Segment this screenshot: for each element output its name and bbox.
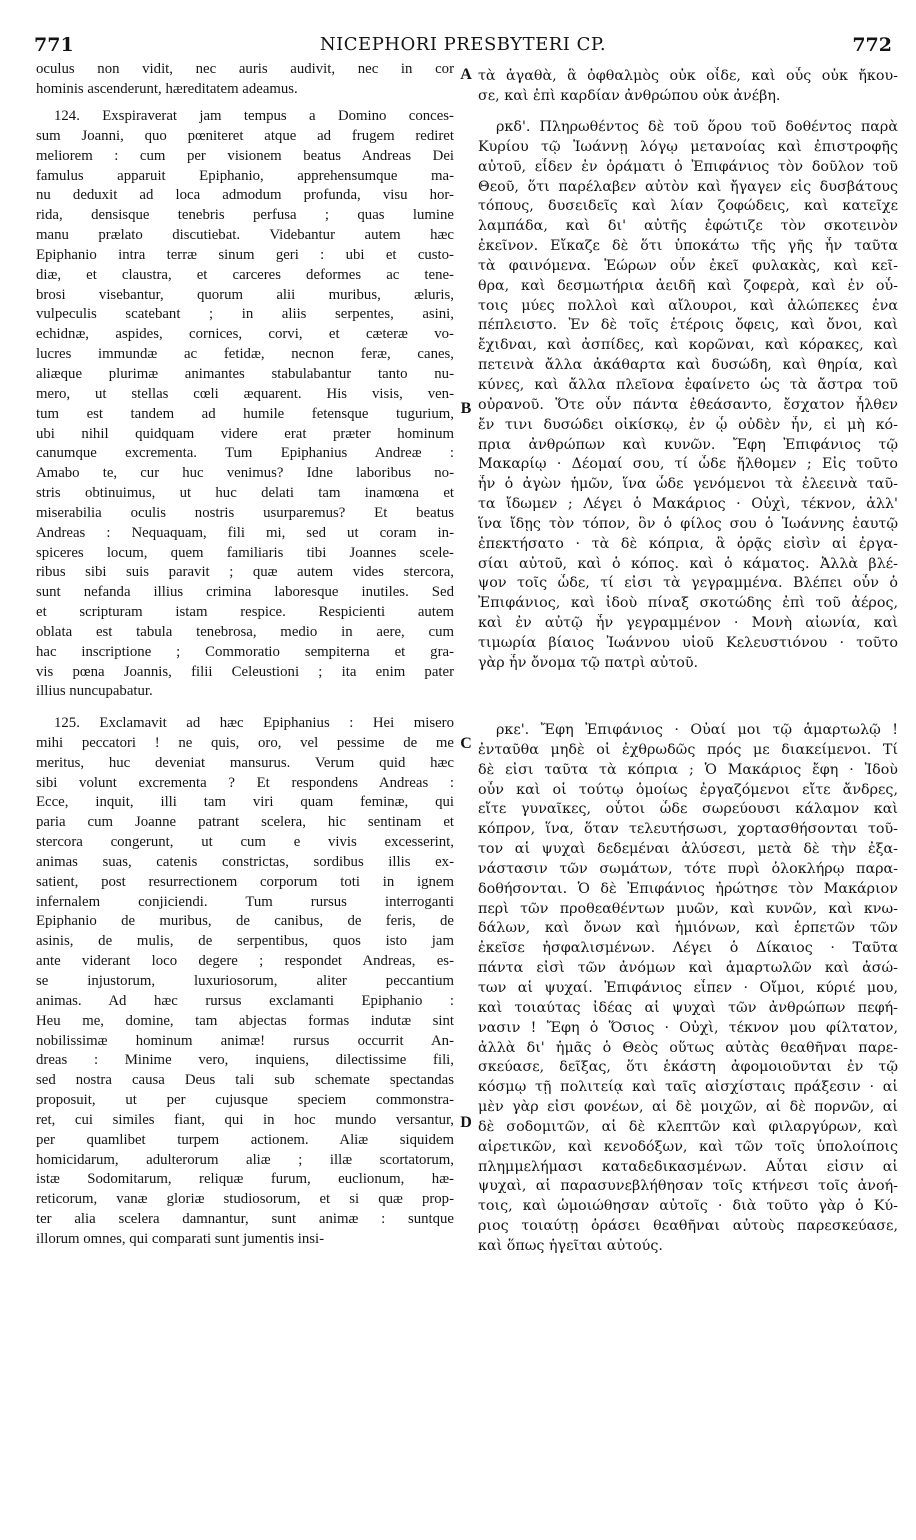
- text-line: illius nuncupabatur.: [36, 683, 153, 700]
- text-line: ἔχιδναι, καὶ ἀσπίδες, καὶ κορῶναι, καὶ κόρακες, καὶ: [478, 337, 898, 354]
- running-title: NICEPHORI PRESBYTERI CP.: [319, 34, 607, 55]
- text-line: ρκε'. Ἔφη Ἐπιφάνιος · Οὐαί μοι τῷ ἁμαρτωλῷ !: [496, 722, 898, 738]
- page-number-left: 771: [34, 34, 74, 56]
- latin-block-1: [36, 60, 454, 100]
- text-line: per quamlibet turpem actionem. Aliæ siquidem: [36, 1131, 454, 1148]
- text-line: δὲ εἰσι ταῦτα τὰ κόπρια ; Ὁ Μακάριος ἔφη · Ἰδοὺ: [478, 761, 898, 778]
- text-line: ribus sibi suis paravit ; quæ autem vides stercora,: [36, 564, 454, 581]
- text-line: πρια ἀνθρώπων καὶ κυνῶν. Ἔφη Ἐπιφάνιος τῷ: [478, 436, 898, 453]
- text-line: homicidarum, adulterorum aliæ ; illæ scortatorum,: [36, 1151, 454, 1168]
- text-line: istæ Sodomitarum, reliquæ furum, euclionum, hæ-: [36, 1171, 454, 1188]
- text-line: καὶ ἐν αὐτῷ ἦν γεγραμμένον · Μονὴ αἰωνία, καὶ: [478, 615, 898, 632]
- text-line: proposuit, ut per cujusque speciem commonstra-: [36, 1092, 454, 1109]
- text-line: illorum omnes, qui comparati sunt jumentis insi-: [36, 1230, 325, 1247]
- margin-letter-c: C: [460, 735, 472, 752]
- text-line: stercora congerunt, ut cum e vivis excesserint,: [36, 834, 454, 851]
- text-line: δάλων, καὶ ὄνων καὶ ἡμιόνων, καὶ ἑρπετῶν τῶν: [478, 920, 898, 937]
- text-line: ἀλλὰ δι' ἡμᾶς ὁ Θεὸς οὕτως αὐτὰς θεαθῆναι παρε-: [478, 1039, 898, 1056]
- text-line: ter alia scelera damnantur, sunt animæ : suntque: [36, 1211, 454, 1228]
- text-line: ubi nihil quidquam videre erat præter hominum: [36, 425, 454, 442]
- text-line: πλημμελήμασι καταδεδικασμένων. Αὗται εἰσιν αἱ: [478, 1158, 898, 1175]
- text-line: γὰρ ἦν ὄνομα τῷ πατρὶ αὐτοῦ.: [478, 654, 699, 671]
- text-line: τὰ φαινόμενα. Ἑώρων οὖν ἐκεῖ φυλακὰς, καὶ κεῖ-: [478, 257, 898, 274]
- text-line: ἐνταῦθα μηδὲ οἱ ἐχθρωδῶς πρός με διακείμενοι. Τί: [478, 741, 898, 758]
- text-line: ψυχαὶ, αἱ παρασυνεβλήθησαν τοῖς κτήνεσι τοῖς ἀνοή-: [478, 1178, 898, 1195]
- text-line: λαμπάδα, καὶ δι' αὐτῆς ἐφώτιζε τὸν σκοτεινὸν: [478, 218, 898, 235]
- latin-block-2: [36, 107, 454, 702]
- text-line: δὲ σοδομιτῶν, αἱ δὲ κλεπτῶν καὶ φιλαργύρων, καὶ: [478, 1118, 898, 1135]
- text-line: τιμωρία βίαιος Ἰωάννου υἱοῦ Κελευστιόνου · τοῦτο: [478, 634, 898, 651]
- text-line: εἴτε γυναῖκες, οὗτοι ὧδε σωρεύουσι κάλαμον καὶ: [478, 801, 898, 818]
- text-line: Κυρίου τῷ Ἰωάννῃ λόγῳ μετανοίας καὶ ἐπιστροφῆς: [478, 138, 898, 155]
- text-line: miserabilia oculis nostris usurparemus? Et beatus: [36, 504, 454, 521]
- text-line: manu prælato discutiebat. Videbantur autem hæc: [36, 227, 454, 244]
- text-line: animas. Ad hæc rursus exclamanti Epiphanio :: [36, 992, 454, 1009]
- text-line: των αἱ ψυχαί. Ἐπιφάνιος εἶπεν · Οἴμοι, κύριέ μου,: [478, 979, 898, 996]
- text-line: aliæque plurimæ animantes stabulabantur tanto nu-: [36, 365, 454, 382]
- text-line: meritus, huc deveniat mansurus. Verum quid hæc: [36, 754, 454, 771]
- text-line: κόπρον, ἵνα, ὅταν τελευτήσωσι, χορτασθήσονται τοῦ-: [478, 821, 898, 838]
- greek-column: [478, 60, 898, 1500]
- text-line: canumque excrementa. Tum Epiphanius Andreæ :: [36, 445, 454, 462]
- margin-letter-d: D: [460, 1114, 472, 1131]
- text-line: ἐκεῖσε ἠσφαλισμένων. Λέγει ὁ Δίκαιος · Ταῦτα: [478, 940, 898, 957]
- text-line: tum est tandem ad humile fetensque tugurium,: [36, 405, 454, 422]
- text-line: σκεύασε, δεῖξας, ὅτι ἑκάστη ἀφομοιοῦνται ἐν τῷ: [478, 1059, 898, 1076]
- text-line: vulpeculis scatebant ; in aliis serpentes, asini,: [36, 306, 454, 323]
- text-line: τοις μύες πολλοὶ καὶ αἴλουροι, καὶ ἀλώπεκες ἐνα: [478, 297, 898, 314]
- text-line: dreas : Minime vero, inquiens, dilectissime fili,: [36, 1052, 454, 1069]
- text-line: Θεοῦ, ὅτι παρέλαβεν αὐτὸν καὶ ἤγαγεν εἰς δυσβάτους: [478, 178, 898, 195]
- text-line: se injustorum, luxuriosorum, aliter peccantium: [36, 972, 454, 989]
- latin-column: [36, 60, 454, 1500]
- greek-block-2: [478, 118, 898, 674]
- text-line: 124. Exspiraverat jam tempus a Domino conces-: [54, 108, 454, 124]
- text-line: τα ἴδωμεν ; Λέγει ὁ Μακάριος · Οὐχὶ, τέκνον, ἀλλ': [478, 496, 898, 513]
- text-line: μὲν γὰρ εἰσι φονέων, αἱ δὲ μοιχῶν, αἱ δὲ πορνῶν, αἱ: [478, 1099, 898, 1116]
- text-line: νάστασιν τῶν σωμάτων, τότε πυρὶ ὁλοκλήρῳ παρα-: [478, 860, 898, 877]
- text-line: famulus apparuit Epiphanio, apprehensumque ma-: [36, 167, 454, 184]
- text-line: πετεινὰ ἄλλα ἀκάθαρτα καὶ δυσώδη, καὶ θηρία, καὶ: [478, 357, 898, 374]
- text-line: Epiphanio de muribus, de canibus, de feris, de: [36, 913, 454, 930]
- text-line: mero, ut stellas cœli æquarent. His visis, ven-: [36, 385, 454, 402]
- text-line: rida, densisque tenebris perfusa ; quas lumine: [36, 207, 454, 224]
- text-line: sum Joanni, quo pœniteret atque ad frugem rediret: [36, 127, 454, 144]
- text-line: nu deduxit ad loca admodum profunda, visu hor-: [36, 187, 454, 204]
- text-line: καὶ ὅπως ἡγεῖται αὐτούς.: [478, 1237, 663, 1254]
- text-line: et scripturam istam respice. Respicienti autem: [36, 604, 454, 621]
- text-line: satient, post resurrectionem corporum toti in ignem: [36, 873, 454, 890]
- text-line: animas suas, catenis constrictas, sordibus illis ex-: [36, 853, 454, 870]
- text-line: καὶ τοιαύτας ἰδέας αἱ ψυχαὶ τῶν ἀνθρώπων πεφή-: [478, 999, 898, 1016]
- text-line: 125. Exclamavit ad hæc Epiphanius : Hei misero: [54, 715, 454, 731]
- text-line: mihi peccatori ! ne quis, oro, vel pessime de me: [36, 734, 454, 751]
- text-line: lucres immundæ ac fetidæ, necnon feræ, canes,: [36, 346, 454, 363]
- text-line: hac inscriptione ; Commoratio sempiterna et gra-: [36, 643, 454, 660]
- latin-block-3: [36, 714, 454, 1250]
- text-line: Amabo te, cur huc venimus? Idne laboribus no-: [36, 465, 454, 482]
- text-line: ante viderant loco degere ; respondet Andreas, es-: [36, 953, 454, 970]
- text-line: τὰ ἀγαθὰ, ἃ ὀφθαλμὸς οὐκ οἶδε, καὶ οὖς οὐκ ἤκου-: [478, 68, 898, 84]
- text-line: ἔν τινι δυσώδει οἰκίσκῳ, ἐν ᾧ οὐδὲν ἦν, εἰ μὴ κό-: [478, 416, 898, 433]
- text-line: oculus non vidit, nec auris audivit, nec in cor: [36, 61, 454, 77]
- text-line: brosi visebantur, quorum alii muribus, æluris,: [36, 286, 454, 303]
- text-line: οὖν καὶ οἱ τούτῳ ὁμοίως ἐργαζόμενοι εἴτε ἄνδρες,: [478, 781, 898, 798]
- text-line: nobilissimæ hominum animæ! rursus occurrit An-: [36, 1032, 454, 1049]
- text-line: vis pœna Joannis, filii Celeustioni ; ita enim pater: [36, 663, 454, 680]
- text-line: asinis, de mulis, de serpentibus, quos isto jam: [36, 933, 454, 950]
- text-line: reticorum, vanæ gloriæ studiosorum, et si quæ prop-: [36, 1191, 454, 1208]
- text-line: ἦν ὁ ἀγὼν ἡμῶν, ἵνα ὧδε γενόμενοι τὰ ἐλεεινὰ ταῦ-: [478, 476, 898, 493]
- text-line: πέπλειστο. Ἐν δὲ τοῖς ἑτέροις ὄφεις, καὶ ὄνοι, καὶ: [478, 317, 898, 334]
- text-line: οὐρανοῦ. Ὅτε οὖν πάντα ἐθεάσαντο, ἔσχατον ἦλθεν: [478, 396, 898, 413]
- text-line: sunt nefanda illius crimina laboresque inutiles. Sed: [36, 584, 454, 601]
- text-line: ἵνα ἴδῃς τὸν τόπον, ὃν ὁ φίλος σου ὁ Ἰωάννης ἑαυτῷ: [478, 515, 898, 532]
- text-line: meliorem : cum per visionem beatus Andreas Dei: [36, 147, 454, 164]
- text-line: ret, cui similes fiant, qui in hoc mundo versantur,: [36, 1111, 454, 1128]
- greek-block-3: [478, 721, 898, 1257]
- text-line: echidnæ, aspides, cornices, corvi, et cæteræ vo-: [36, 326, 454, 343]
- text-line: ἐκεῖνον. Εἴκαζε δὲ ὅτι ὑποκάτω τῆς γῆς ἦν ταῦτα: [478, 238, 898, 255]
- text-line: τόπους, δυσειδεῖς καὶ λίαν ζοφώδεις, καὶ κατεῖχε: [478, 198, 898, 215]
- running-header: [30, 34, 896, 58]
- text-line: ρκδ'. Πληρωθέντος δὲ τοῦ ὅρου τοῦ δοθέντος παρὰ: [496, 119, 898, 135]
- text-line: περὶ τῶν προθεαθέντων μυῶν, καὶ κυνῶν, καὶ κνω-: [478, 900, 898, 917]
- text-line: oblata est tabula tenebrosa, medio in aere, cum: [36, 623, 454, 640]
- text-line: αἱρετικῶν, καὶ κενοδόξων, καὶ τῶν τοῖς ὑπολοίποις: [478, 1138, 898, 1155]
- text-line: Heu me, domine, tam abjectas formas indutæ sint: [36, 1012, 454, 1029]
- text-line: diæ, et claustra, et carceres deformes ac tene-: [36, 266, 454, 283]
- text-line: spiceres locum, quem familiaris tibi Joannes scele-: [36, 544, 454, 561]
- text-line: αὐτοῦ, εἶδεν ἐν ὁράματι ὁ Ἐπιφάνιος τὸν δοῦλον τοῦ: [478, 158, 898, 175]
- text-line: Ecce, inquit, illi tam viri quam feminæ, qui: [36, 794, 454, 811]
- text-line: νασιν ! Ἔφη ὁ Ὅσιος · Οὐχὶ, τέκνον μου φίλτατον,: [478, 1019, 898, 1036]
- text-line: δοθήσονται. Ὁ δὲ Ἐπιφάνιος ἠρώτησε τὸν Μακάριον: [478, 880, 898, 897]
- text-line: τοις, καὶ ὡμοιώθησαν αὐτοῖς · διὰ τοῦτο γὰρ ὁ Κύ-: [478, 1198, 898, 1215]
- text-line: ριος τοιαύτῃ ὁράσει θεαθῆναι αὐτοὺς παρεσκεύασε,: [478, 1218, 898, 1235]
- text-line: stris obtinuimus, ut huc delati tam inamœna et: [36, 485, 454, 502]
- text-line: πάντα εἰσὶ τῶν ἀνόμων καὶ ἁμαρτωλῶν καὶ ἀσώ-: [478, 960, 898, 977]
- text-line: Andreas : Nequaquam, fili mi, sed ut coram in-: [36, 524, 454, 541]
- text-line: τον αἱ ψυχαὶ δεδεμέναι ἁλύσεσι, μετὰ δὲ τὴν ἐξα-: [478, 841, 898, 858]
- text-line: θρα, καὶ δεσμωτήρια ἀειδῆ καὶ ζοφερὰ, καὶ ἐν οὖ-: [478, 277, 898, 294]
- text-line: Μακαρίῳ · Δέομαί σου, τί ὧδε ἤλθομεν ; Εἰς τοῦτο: [478, 456, 898, 473]
- text-line: infernalem conjiciendi. Tum rursus interroganti: [36, 893, 454, 910]
- text-line: paria cum Joanne patrant scelera, hic sentinam et: [36, 814, 454, 831]
- text-line: Epiphanio intra terræ sinum geri : ubi et custo-: [36, 246, 454, 263]
- greek-block-1: [478, 67, 898, 107]
- text-line: κύνες, καὶ ἄλλα πλεῖονα ἐφαίνετο ὡς τὰ ἄστρα τοῦ: [478, 376, 898, 393]
- text-line: hominis ascenderunt, hæreditatem adeamus.: [36, 80, 298, 97]
- margin-letter-b: B: [460, 400, 472, 417]
- page-number-right: 772: [852, 34, 892, 56]
- text-line: Ἐπιφάνιος, καὶ ἰδοὺ πίναξ σκοτώδης ἐπὶ τοῦ ἀέρος,: [478, 595, 898, 612]
- margin-letter-a: A: [460, 66, 472, 83]
- text-line: sibi volunt excrementa ? Et respondens Andreas :: [36, 774, 454, 791]
- text-line: sed nostra causa Deus tali sub schemate spectandas: [36, 1072, 454, 1089]
- text-line: κόσμῳ τῇ πολιτείᾳ καὶ ταῖς αἰσχίσταις πράξεσιν · αἱ: [478, 1079, 898, 1096]
- text-line: σίαι αὐτοῦ, καὶ ὁ κόπος. καὶ ὁ κάματος. Ἀλλὰ βλέ-: [478, 555, 898, 572]
- text-line: ψον τοῖς ὧδε, τί εἰσι τὰ γεγραμμένα. Βλέπει οὖν ὁ: [478, 575, 898, 592]
- text-line: σε, καὶ ἐπὶ καρδίαν ἀνθρώπου οὐκ ἀνέβη.: [478, 87, 781, 104]
- text-line: ἐπεκτήσατο · τὰ δὲ κόπρια, ἃ ὁρᾷς εἰσὶν αἱ ἐργα-: [478, 535, 898, 552]
